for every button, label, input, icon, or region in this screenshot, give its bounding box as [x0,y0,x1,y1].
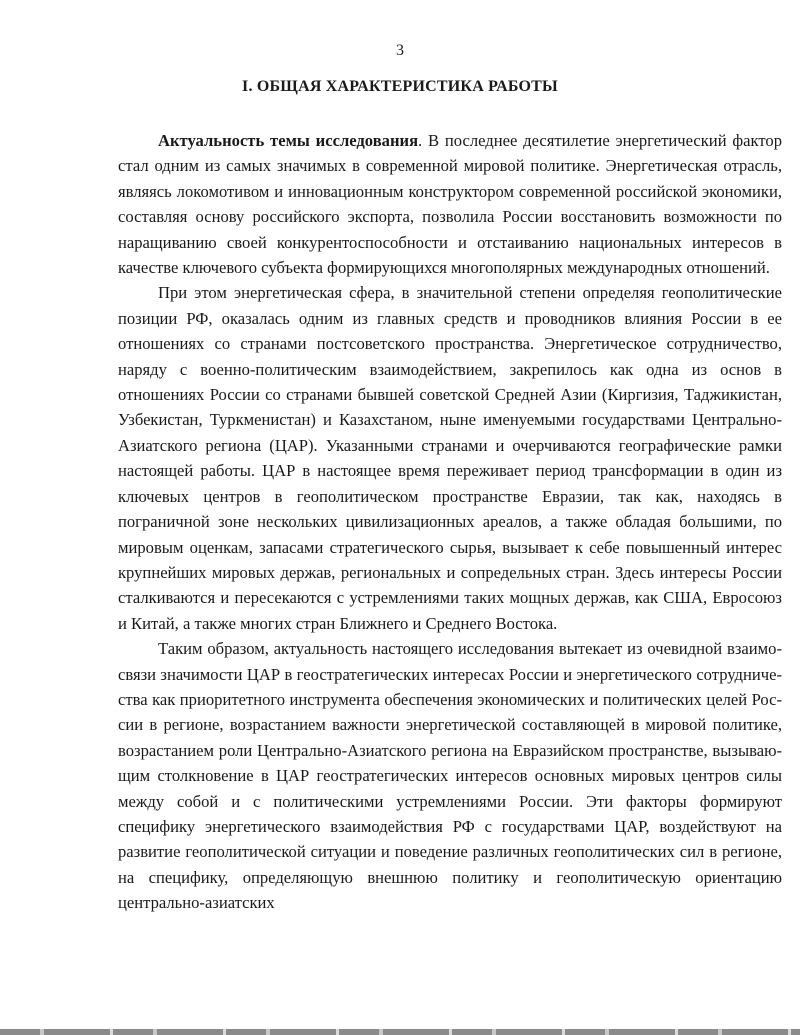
paragraph-text: . В последнее десятилетие энергетический фактор стал одним из самых значимых в современной мировой политике. Энергетическая отрасль, являясь локомотивом и инновационным конструктором современной российской экономики, составляя основу российского экспорта, позволила России восстановить возможности по наращиванию своей конкурентоспособности и отстаиванию национальных интересов в качестве ключевого субъекта формирующихся многополярных международных отношений. [118,131,782,278]
paragraph-conclusion [118,636,782,915]
paragraph-lead-phrase: Актуальность темы исследования [158,131,419,150]
section-heading: I. ОБЩАЯ ХАРАКТЕРИСТИКА РАБОТЫ [242,78,558,95]
body-text [118,128,782,916]
page-number: 3 [396,42,404,59]
scan-bottom-edge [0,1029,800,1035]
paragraph-relevance [118,128,782,280]
paragraph-energy-sphere [118,280,782,636]
paragraph-text: При этом энергетическая сфера, в значительной степени определяя геополитические позиции РФ, оказалась одним из главных средств и проводников влияния России в ее отношениях со странами постсоветского пространства. Энергетическое сотрудничество, наряду с военно-политическим взаимодействием, закрепилось как одна из основ в отношениях России со странами бывшей советской Средней Азии (Киргизия, Таджикистан, Узбекистан, Туркменистан) и Казахстаном, ныне именуемыми государствами Центрально-Азиатского региона (ЦАР). Указанными странами и очерчиваются географические рамки настоящей работы. ЦАР в настоящее время переживает период трансформации в один из ключевых центров в геополитическом пространстве Евразии, так как, находясь в пограничной зоне нескольких цивилизационных ареалов, а также обладая большими, по мировым оценкам, запасами стратегического сырья, вызывает к себе повышенный интерес крупнейших мировых держав, региональных и сопредельных стран. Здесь интересы России сталкиваются и пересекаются с устремлениями таких мощных держав, как США, Евросоюз и Китай, а также многих стран Ближнего и Среднего Востока. [118,283,782,633]
paragraph-text: Таким образом, актуальность настоящего исследования вытекает из очевидной взаимосвязи значимости ЦАР в геостратегических интересах России и энергетического сотрудничества как приоритетного инструмента обеспечения экономических и политических целей России в регионе, возрастанием важности энергетической составляющей в мировой политике, возрастанием роли Центрально-Азиатского региона на Евразийском пространстве, вызывающим столкновение в ЦАР геостратегических интересов основных мировых центров силы между собой и с политическими устремлениями России. Эти факторы формируют специфику энергетического взаимодействия РФ с государствами ЦАР, воздействуют на развитие геополитической ситуации и поведение различных геополитических сил в регионе, на специфику, определяющую внешнюю политику и геополитическую ориентацию центрально-азиатских [118,639,782,913]
